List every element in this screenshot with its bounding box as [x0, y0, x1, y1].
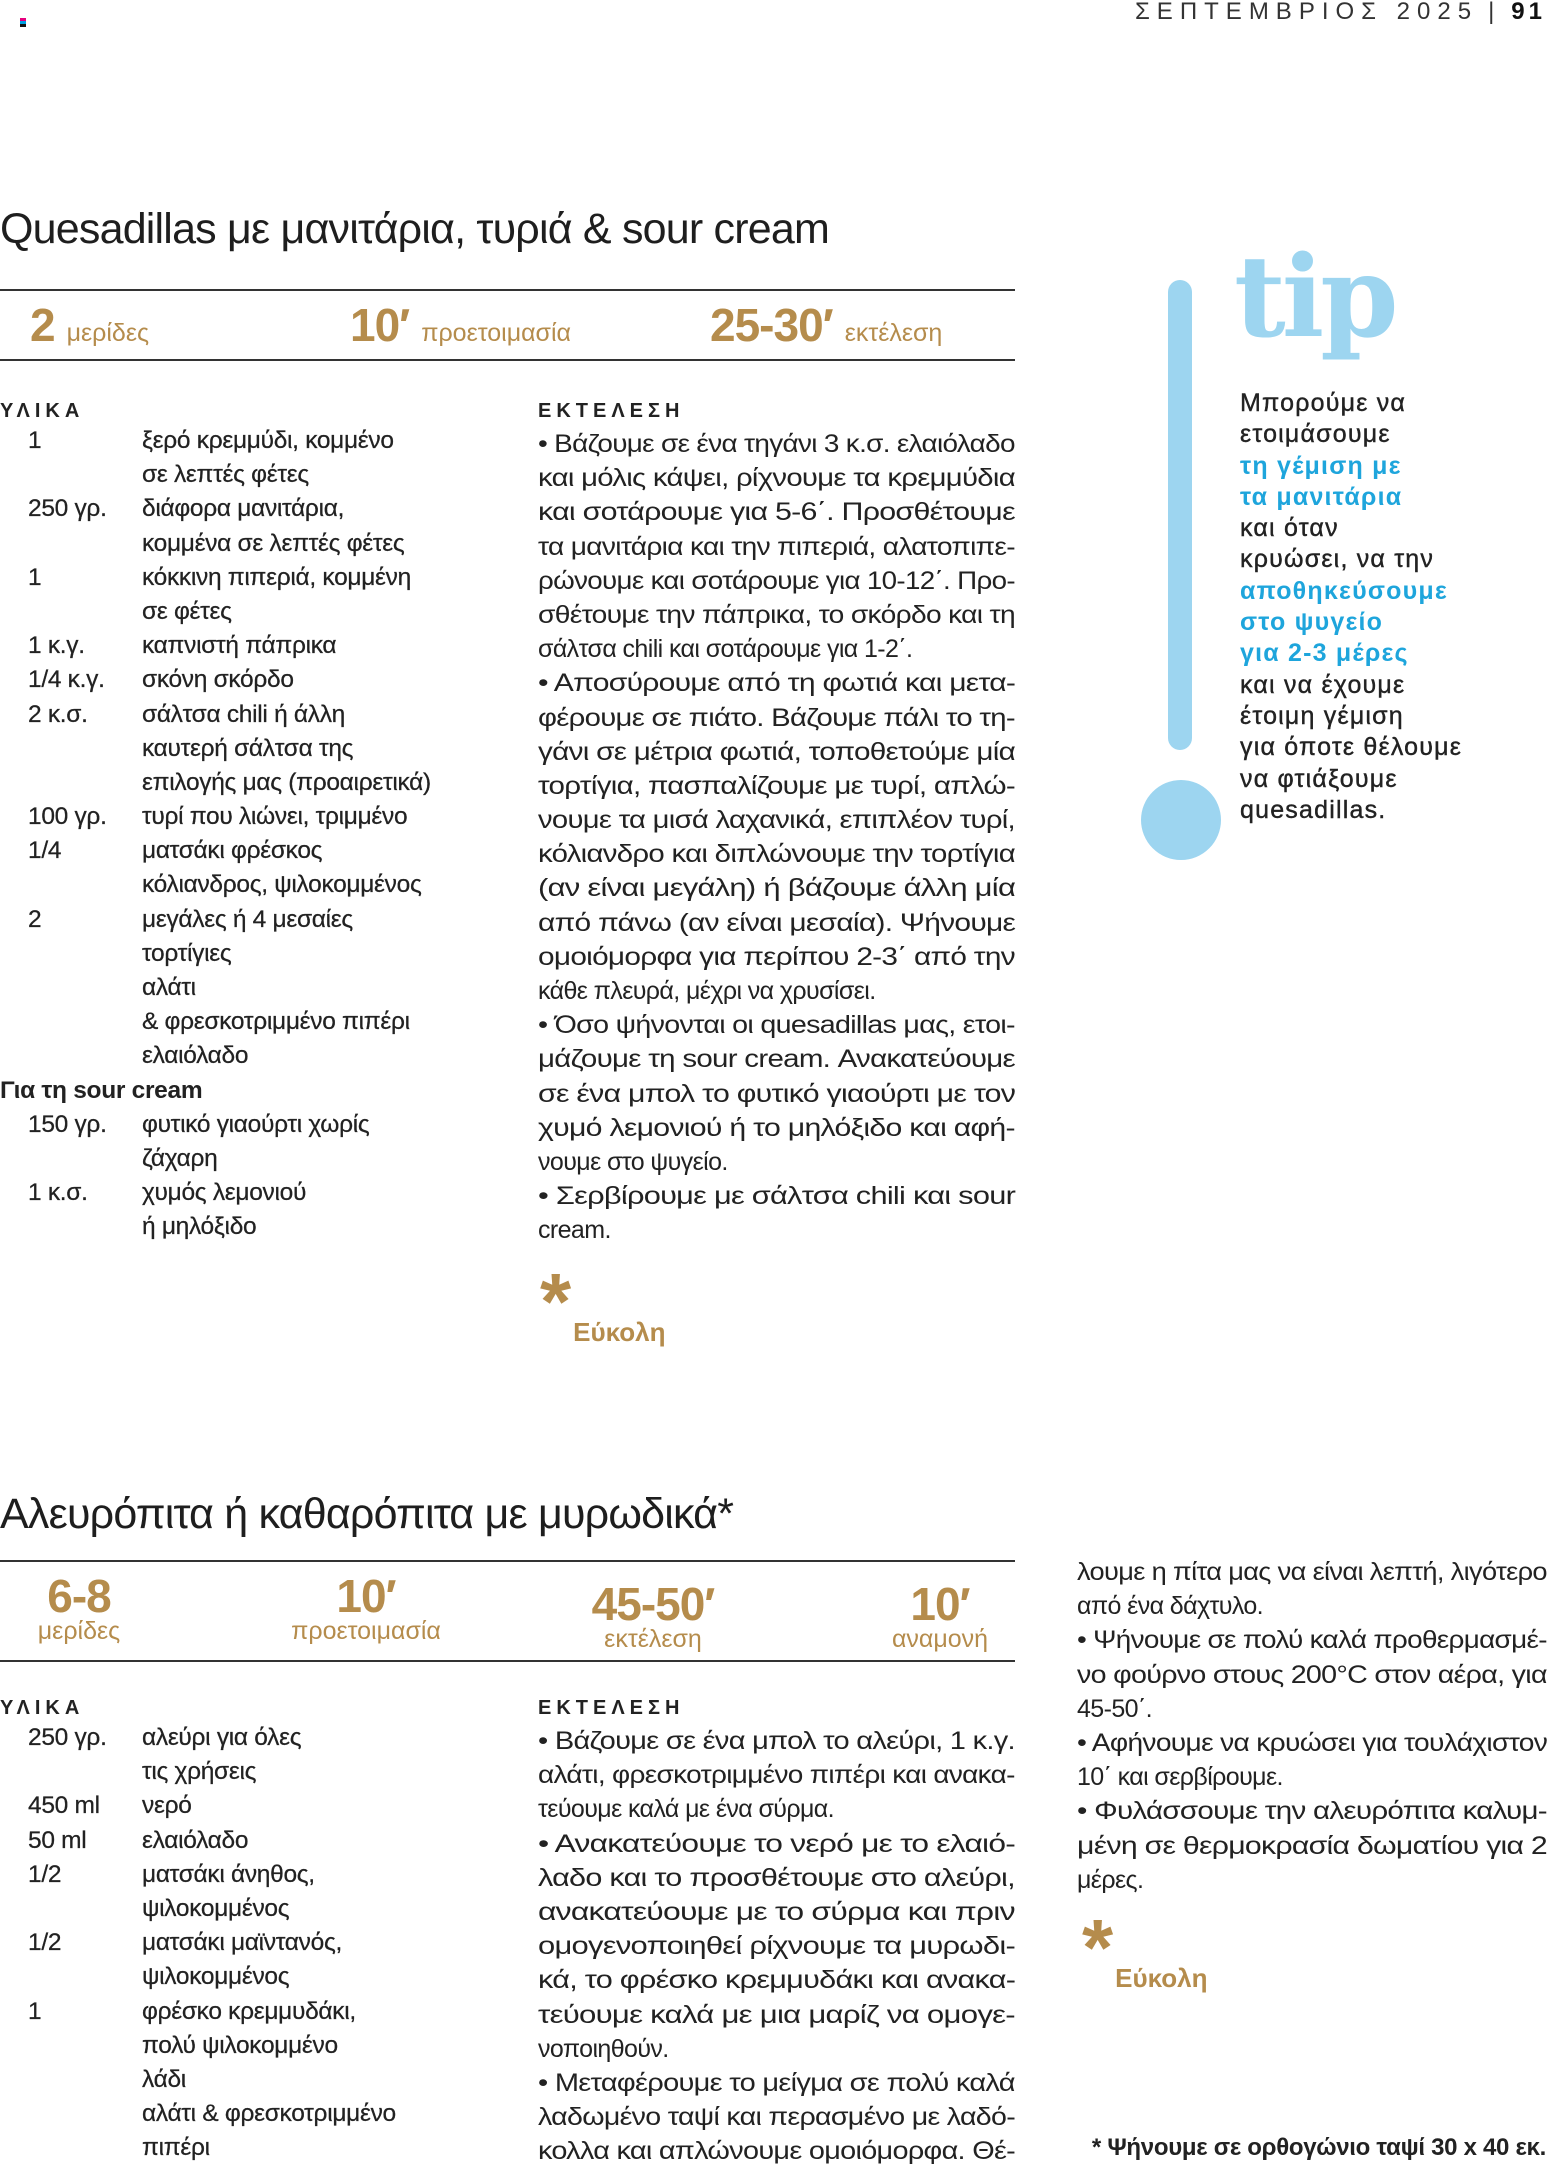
method-line: • Μεταφέρουμε το μείγμα σε πολύ καλά	[538, 2068, 1015, 2097]
ingredient-name: σκόνη σκόρδο	[142, 666, 294, 694]
ingredient-name: καπνιστή πάπρικα	[142, 632, 337, 660]
difficulty-badge	[1082, 1903, 1208, 1993]
ingredient-item-continued	[0, 735, 520, 769]
meta-value: 25-30′	[710, 299, 833, 351]
method-line: νοποιηθούν.	[538, 2034, 669, 2063]
asterisk-icon: *	[540, 1257, 572, 1346]
ingredient-name: πιπέρι	[142, 2134, 210, 2162]
ingredient-item	[0, 2066, 520, 2100]
ingredient-quantity: 1/2	[28, 1929, 62, 1957]
method-line: • Σερβίρουμε με σάλτσα chili και sour	[538, 1182, 1016, 1211]
ingredient-name: ζάχαρη	[142, 1144, 218, 1172]
ingredient-quantity: 1/4 κ.γ.	[28, 666, 105, 694]
ingredient-item	[0, 564, 520, 598]
ingredient-item-continued	[0, 530, 520, 564]
method-line: 45-50΄.	[1077, 1694, 1153, 1723]
ingredient-item	[0, 1724, 520, 1758]
ingredient-item	[0, 1042, 520, 1076]
ingredient-name: ψιλοκομμένος	[142, 1963, 290, 1991]
asterisk-icon: *	[1082, 1903, 1114, 1992]
tip-line: ετοιμάσουμε	[1240, 420, 1391, 449]
ingredient-name: τις χρήσεις	[142, 1758, 257, 1786]
method-line: κά, το φρέσκο κρεμμυδάκι και ανακα-	[538, 1966, 1016, 1995]
difficulty-label: Εύκολη	[1115, 1963, 1208, 1993]
ingredient-name: καυτερή σάλτσα της	[142, 734, 354, 762]
divider	[0, 1660, 1015, 1662]
ingredient-name: πολύ ψιλοκομμένο	[142, 2031, 338, 2059]
method-line: • Βάζουμε σε ένα τηγάνι 3 κ.σ. ελαιόλαδο	[538, 430, 1015, 458]
method-line: μένη σε θερμοκρασία δωματίου για 2	[1077, 1831, 1548, 1860]
method-line: (αν είναι μεγάλη) ή βάζουμε άλλη μία	[538, 874, 1016, 903]
page-header	[1135, 0, 1546, 26]
ingredient-name: & φρεσκοτριμμένο πιπέρι	[142, 1008, 410, 1036]
meta-value: 2	[30, 299, 55, 351]
ingredient-item	[0, 906, 520, 940]
meta-prep-time	[350, 298, 571, 352]
meta-value: 10′	[350, 299, 410, 351]
ingredient-item	[0, 1008, 520, 1042]
method-line: 10΄ και σερβίρουμε.	[1077, 1763, 1283, 1792]
ingredient-name: κόλιανδρος, ψιλοκομμένος	[142, 871, 422, 899]
ingredient-item-continued	[0, 2134, 520, 2168]
difficulty-label: Εύκολη	[573, 1317, 666, 1347]
ingredient-name: λάδι	[142, 2065, 186, 2093]
ingredient-quantity: 1 κ.σ.	[28, 1179, 88, 1207]
meta-cook-time	[533, 1578, 773, 1653]
tip-line: έτοιμη γέμιση	[1240, 701, 1404, 730]
ingredient-item-continued	[0, 1758, 520, 1792]
ingredient-quantity: 50 ml	[28, 1826, 87, 1854]
method-line: • Φυλάσσουμε την αλευρόπιτα καλυμ-	[1077, 1797, 1547, 1826]
method-line: • Ψήνουμε σε πολύ καλά προθερμασμέ-	[1077, 1626, 1547, 1655]
meta-label: εκτέλεση	[844, 319, 943, 347]
ingredient-quantity: 150 γρ.	[28, 1110, 107, 1138]
tip-line: και όταν	[1240, 514, 1339, 543]
ingredient-quantity: 1/2	[28, 1860, 62, 1888]
ingredient-item	[0, 666, 520, 700]
meta-value: 45-50′	[591, 1578, 715, 1630]
page-number: 91	[1511, 0, 1546, 25]
ingredient-item	[0, 701, 520, 735]
ingredients-list	[0, 1724, 520, 2168]
ingredients-list	[0, 427, 520, 1248]
method-line: και σοτάρουμε για 5-6΄. Προσθέτουμε	[538, 498, 1015, 527]
ingredient-item-continued	[0, 1963, 520, 1997]
tip-line: Μπορούμε να	[1240, 389, 1407, 417]
ingredient-quantity: 1/4	[28, 837, 62, 865]
ingredient-name: ψιλοκομμένος	[142, 1894, 290, 1922]
method-line: χυμό λεμονιού ή το μηλόξιδο και αφή-	[538, 1113, 1015, 1142]
ingredient-item-continued	[0, 871, 520, 905]
exclamation-mark-icon	[1168, 280, 1192, 750]
method-text	[538, 1724, 1015, 2168]
ingredient-item-continued	[0, 2032, 520, 2066]
method-line: ρώνουμε και σοτάρουμε για 10-12΄. Προ-	[538, 566, 1015, 595]
ingredient-name: ξερό κρεμμύδι, κομμένο	[142, 427, 394, 454]
method-line: • Βάζουμε σε ένα μπολ το αλεύρι, 1 κ.γ.	[538, 1727, 1015, 1755]
method-line: από ένα δάχτυλο.	[1077, 1592, 1264, 1621]
subheading-text: Για τη sour cream	[0, 1076, 203, 1104]
tip-line: quesadillas.	[1240, 795, 1387, 824]
meta-label: εκτέλεση	[604, 1625, 702, 1653]
ingredient-item-continued	[0, 598, 520, 632]
recipe-title: Αλευρόπιτα ή καθαρόπιτα με μυρωδικά*	[0, 1490, 734, 1538]
ingredient-name: κομμένα σε λεπτές φέτες	[142, 529, 405, 557]
ingredient-name: ελαιόλαδο	[142, 1042, 249, 1070]
method-line: σε ένα μπολ το φυτικό γιαούρτι με τον	[538, 1079, 1016, 1108]
ingredient-name: φρέσκο κρεμμυδάκι,	[142, 1997, 356, 2025]
tip-heading: tip	[1234, 232, 1395, 363]
ingredient-name: αλάτι & φρεσκοτριμμένο	[142, 2100, 396, 2128]
ingredient-item-continued	[0, 940, 520, 974]
method-text-continued	[1077, 1555, 1547, 1897]
ingredient-item	[0, 1111, 520, 1145]
method-line: μέρες.	[1077, 1865, 1144, 1894]
ingredient-name: σάλτσα chili ή άλλη	[142, 700, 345, 728]
meta-value: 10′	[336, 1570, 396, 1622]
tip-text	[1240, 388, 1462, 826]
ingredient-name: χυμός λεμονιού	[142, 1179, 307, 1207]
method-line: κολλα και απλώνουμε ομοιόμορφα. Θέ-	[538, 2137, 1016, 2166]
tip-line-highlight: στο ψυγείο	[1240, 608, 1384, 637]
ingredient-name: ελαιόλαδο	[142, 1826, 249, 1854]
ingredient-name: ή μηλόξιδο	[142, 1213, 257, 1241]
tip-line: κρυώσει, να την	[1240, 545, 1435, 574]
tip-line-highlight: για 2-3 μέρες	[1240, 639, 1409, 668]
method-line: • Όσο ψήνονται οι quesadillas μας, ετοι-	[538, 1011, 1015, 1040]
ingredient-name: ματσάκι άνηθος,	[142, 1860, 315, 1888]
ingredient-quantity: 1	[28, 1997, 42, 2025]
ingredient-item	[0, 1792, 520, 1826]
method-line: • Αποσύρουμε από τη φωτιά και μετα-	[538, 669, 1016, 698]
ingredient-quantity: 2 κ.σ.	[28, 700, 88, 728]
ingredient-item-continued	[0, 1213, 520, 1247]
print-color-marker	[20, 18, 26, 27]
divider	[0, 1560, 1015, 1562]
ingredient-item	[0, 974, 520, 1008]
ingredient-name: ματσάκι φρέσκος	[142, 837, 323, 865]
tip-line: για όποτε θέλουμε	[1240, 733, 1463, 762]
method-line: ομοιόμορφα για περίπου 2-3΄ από την	[538, 942, 1015, 971]
ingredient-name: κόκκινη πιπεριά, κομμένη	[142, 563, 411, 591]
ingredient-item	[0, 2100, 520, 2134]
ingredient-item-continued	[0, 1145, 520, 1179]
ingredient-name: σε φέτες	[142, 597, 232, 625]
method-line: λαδο και το προσθέτουμε στο αλεύρι,	[538, 1863, 1015, 1892]
method-line: νο φούρνο στους 200°C στον αέρα, για	[1077, 1660, 1547, 1689]
ingredient-item	[0, 1998, 520, 2032]
tip-line-highlight: τη γέμιση με	[1240, 451, 1402, 480]
ingredient-item-continued	[0, 461, 520, 495]
method-line: γάνι σε μέτρια φωτιά, τοποθετούμε μία	[538, 737, 1016, 766]
tip-line: να φτιάξουμε	[1240, 764, 1398, 793]
ingredient-item	[0, 427, 520, 461]
meta-servings	[30, 298, 149, 352]
ingredient-name: ματσάκι μαϊντανός,	[142, 1929, 342, 1957]
ingredient-item	[0, 1827, 520, 1861]
ingredient-name: τορτίγιες	[142, 939, 232, 967]
ingredient-quantity: 450 ml	[28, 1792, 100, 1820]
meta-label: αναμονή	[891, 1625, 989, 1653]
ingredients-heading: ΥΛΙΚΑ	[0, 1697, 85, 1719]
meta-label: προετοιμασία	[421, 319, 571, 347]
ingredient-name: διάφορα μανιτάρια,	[142, 495, 345, 523]
ingredient-item	[0, 803, 520, 837]
method-line: και μόλις κάψει, ρίχνουμε τα κρεμμύδια	[538, 464, 1015, 493]
ingredient-item	[0, 1179, 520, 1213]
meta-value: 10′	[910, 1578, 970, 1630]
ingredient-item	[0, 837, 520, 871]
ingredient-name: επιλογής μας (προαιρετικά)	[142, 768, 431, 796]
method-text	[538, 427, 1015, 1248]
ingredient-name: αλεύρι για όλες	[142, 1724, 302, 1751]
method-line: κάθε πλευρά, μέχρι να χρυσίσει.	[538, 977, 876, 1005]
meta-value: 6-8	[47, 1570, 111, 1622]
method-line: • Αφήνουμε να κρυώσει για τουλάχιστον	[1077, 1728, 1548, 1757]
ingredient-item	[0, 495, 520, 529]
meta-rest-time	[820, 1578, 1060, 1653]
divider	[0, 359, 1015, 361]
ingredient-item	[0, 1861, 520, 1895]
method-heading: ΕΚΤΕΛΕΣΗ	[538, 400, 685, 422]
divider	[0, 289, 1015, 291]
ingredient-name: φυτικό γιαούρτι χωρίς	[142, 1110, 370, 1138]
ingredient-quantity: 100 γρ.	[28, 803, 107, 831]
ingredient-name: μεγάλες ή 4 μεσαίες	[142, 905, 353, 933]
ingredient-name: αλάτι	[142, 974, 196, 1001]
ingredient-quantity: 250 γρ.	[28, 495, 107, 523]
tip-line: και να έχουμε	[1240, 670, 1406, 699]
method-line: τορτίγια, πασπαλίζουμε με τυρί, απλώ-	[538, 771, 1016, 800]
ingredient-name: νερό	[142, 1792, 192, 1820]
ingredient-quantity: 2	[28, 905, 42, 933]
method-line: ομογενοποιηθεί ρίχνουμε τα μυρωδι-	[538, 1932, 1016, 1961]
meta-cook-time	[710, 298, 942, 352]
ingredient-item	[0, 1929, 520, 1963]
issue-date: ΣΕΠΤΕΜΒΡΙΟΣ 2025	[1134, 0, 1479, 25]
method-line: νουμε στο ψυγείο.	[538, 1147, 728, 1176]
method-line: cream.	[538, 1216, 611, 1245]
recipe-title: Quesadillas με μανιτάρια, τυριά & sour cream	[0, 205, 830, 253]
difficulty-badge	[540, 1257, 666, 1347]
method-line: ανακατεύουμε με το σύρμα και πριν	[538, 1897, 1015, 1926]
ingredients-heading: ΥΛΙΚΑ	[0, 400, 85, 422]
tip-line-highlight: τα μανιτάρια	[1240, 482, 1403, 511]
method-line: μάζουμε τη sour cream. Ανακατεύουμε	[538, 1045, 1015, 1074]
tip-line-highlight: αποθηκεύσουμε	[1240, 576, 1448, 605]
method-line: σθέτουμε την πάπρικα, το σκόρδο και τη	[538, 600, 1015, 629]
meta-label: μερίδες	[37, 1617, 121, 1645]
method-line: κόλιανδρο και διπλώνουμε την τορτίγια	[538, 840, 1015, 869]
method-line: τεύουμε καλά με μια μαρίζ να ομογε-	[538, 2000, 1015, 2029]
method-line: λουμε η πίτα μας να είναι λεπτή, λιγότερο	[1077, 1558, 1547, 1586]
ingredient-quantity: 250 γρ.	[28, 1724, 107, 1751]
ingredient-subheading	[0, 1077, 520, 1111]
method-line: λαδωμένο ταψί και περασμένο με λαδό-	[538, 2103, 1016, 2132]
ingredient-item-continued	[0, 769, 520, 803]
method-line: από πάνω (αν είναι μεσαία). Ψήνουμε	[538, 908, 1016, 937]
method-line: • Ανακατεύουμε το νερό με το ελαιό-	[538, 1829, 1016, 1858]
method-line: τεύουμε καλά με ένα σύρμα.	[538, 1795, 834, 1824]
footnote: * Ψήνουμε σε ορθογώνιο ταψί 30 x 40 εκ.	[1091, 2134, 1546, 2161]
meta-label: μερίδες	[66, 319, 150, 347]
header-separator: |	[1488, 0, 1502, 25]
method-line: φέρουμε σε πιάτο. Βάζουμε πάλι το τη-	[538, 703, 1015, 732]
ingredient-quantity: 1	[28, 563, 42, 591]
ingredient-item	[0, 632, 520, 666]
method-line: αλάτι, φρεσκοτριμμένο πιπέρι και ανακα-	[538, 1761, 1015, 1790]
ingredient-name: τυρί που λιώνει, τριμμένο	[142, 803, 408, 831]
exclamation-dot-icon	[1141, 780, 1221, 860]
method-heading: ΕΚΤΕΛΕΣΗ	[538, 1697, 685, 1719]
method-line: νουμε τα μισά λαχανικά, επιπλέον τυρί,	[538, 806, 1015, 835]
meta-prep-time	[246, 1570, 486, 1645]
meta-label: προετοιμασία	[291, 1617, 441, 1645]
method-line: σάλτσα chili και σοτάρουμε για 1-2΄.	[538, 635, 913, 664]
ingredient-item-continued	[0, 1895, 520, 1929]
method-line: τα μανιτάρια και την πιπεριά, αλατοπιπε-	[538, 532, 1015, 561]
ingredient-quantity: 1 κ.γ.	[28, 632, 85, 660]
ingredient-name: σε λεπτές φέτες	[142, 461, 309, 489]
ingredient-quantity: 1	[28, 427, 42, 454]
meta-servings	[0, 1570, 199, 1645]
